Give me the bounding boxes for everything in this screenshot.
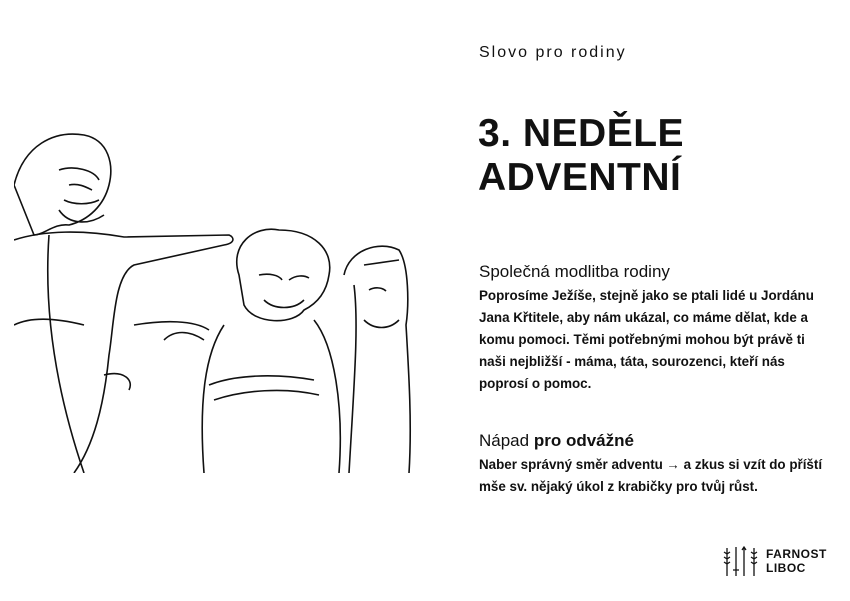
logo <box>722 544 827 578</box>
title-line-1: 3. NEDĚLE <box>478 112 685 155</box>
title-line-2: ADVENTNÍ <box>478 156 682 199</box>
prayer-heading: Společná modlitba rodiny <box>479 262 670 281</box>
prayer-text: Poprosíme Ježíše, stejně jako se ptali lidé u Jordánu Jana Křtitele, aby nám ukázal, co máme dělat, kde a komu pomoci. Těmi potřebnými mohou být právě ti naši nejbližší - máma, táta, sourozenci, kteří nás poprosí o pomoc. <box>479 288 814 391</box>
kicker: Slovo pro rodiny <box>479 44 627 61</box>
illustration-jesus-pointing <box>14 125 422 473</box>
idea-text: Naber správný směr adventu → a zkus si vzít do příští mše sv. nějaký úkol z krabičky pro tvůj růst. <box>479 457 823 494</box>
idea-heading <box>479 431 634 451</box>
logo-line-1: FARNOST <box>766 547 827 561</box>
idea-heading-bold: pro odvážné <box>533 431 634 450</box>
idea-heading-regular: Nápad <box>479 431 530 450</box>
wheat-sword-icon <box>722 544 760 578</box>
logo-line-2: LIBOC <box>766 561 806 575</box>
page-title <box>478 112 684 200</box>
